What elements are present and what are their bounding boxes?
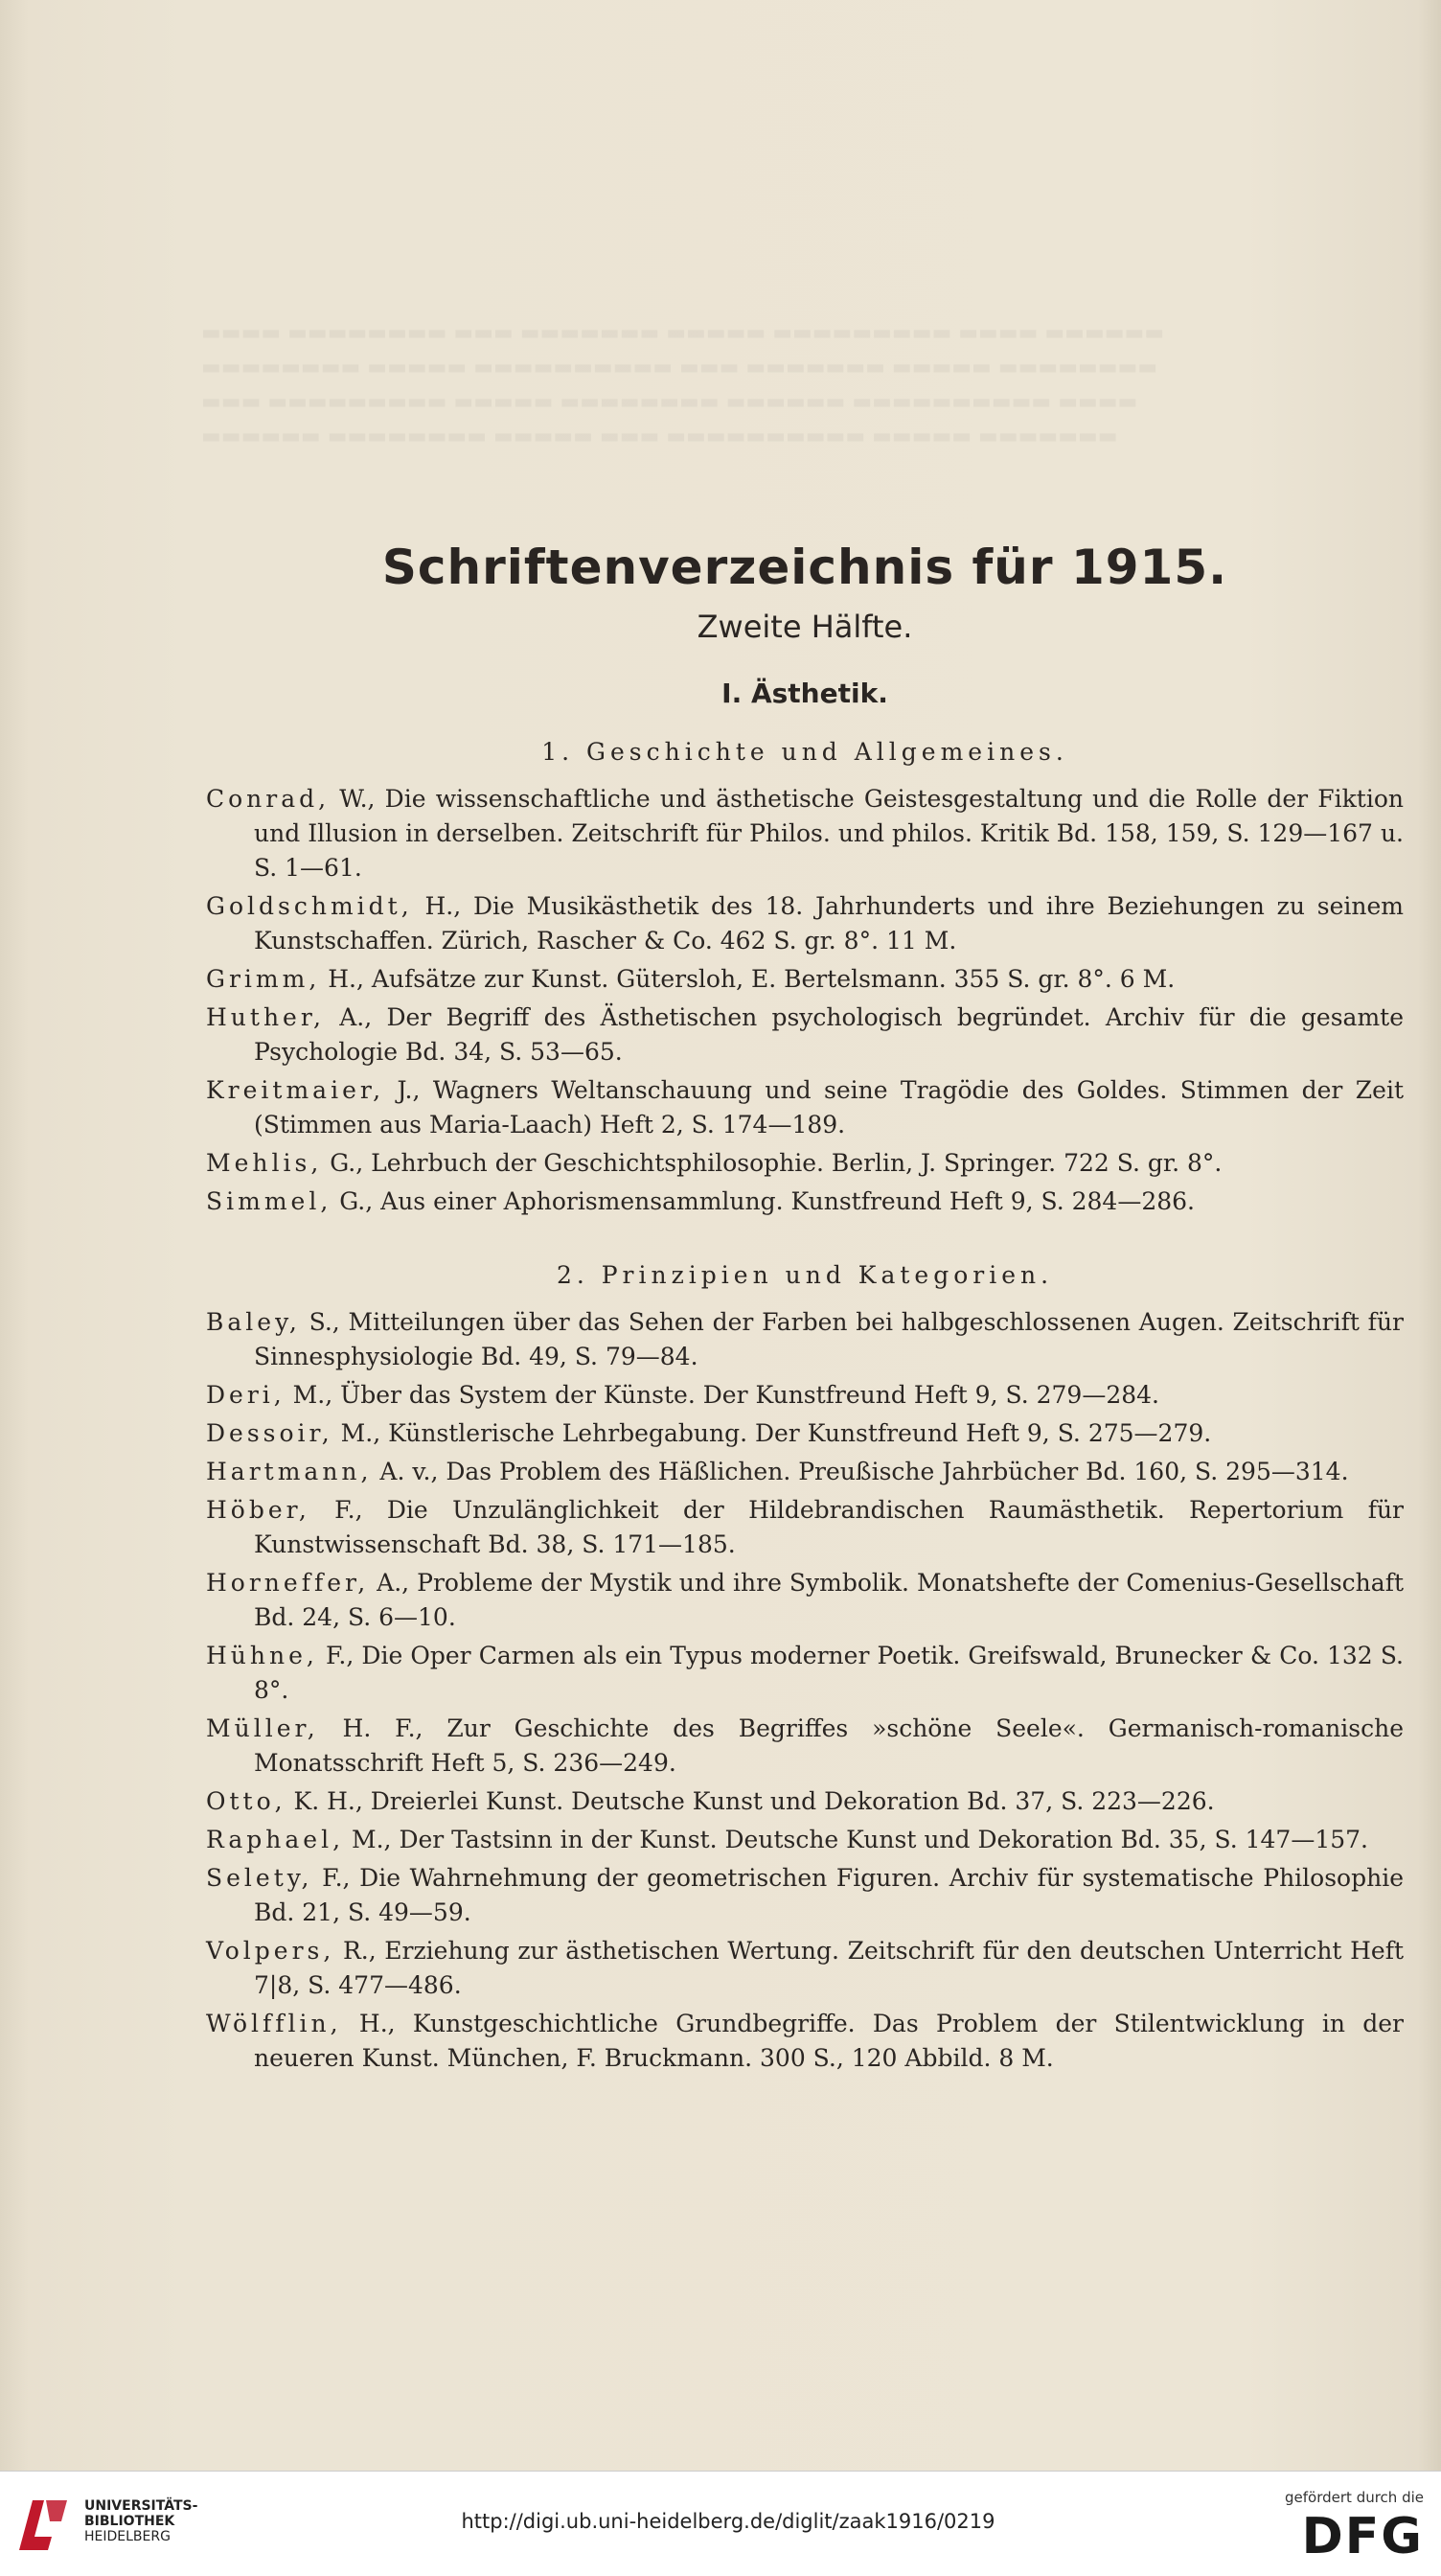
entry-author: Müller, — [206, 1714, 319, 1742]
entry-author: Wölfflin, — [206, 2010, 342, 2037]
bibliography-entry — [206, 1712, 1404, 1781]
entry-citation: R., Erziehung zur ästhetischen Wertung. Zeitschrift für den deutschen Unterricht Heft 7|8, S. 477—486. — [254, 1937, 1404, 1999]
bibliography-entry — [206, 1378, 1404, 1413]
permalink-url[interactable]: http://digi.ub.uni-heidelberg.de/diglit/zaak1916/0219 — [461, 2510, 995, 2533]
entry-author: Dessoir, — [206, 1419, 333, 1447]
document-body — [206, 537, 1404, 2080]
entry-author: Huther, — [206, 1003, 325, 1031]
bibliography-entry — [206, 1639, 1404, 1708]
entry-author: Conrad, — [206, 785, 331, 813]
entry-author: Kreitmaier, — [206, 1076, 385, 1104]
bibliography-entry — [206, 1073, 1404, 1142]
university-library-logo-icon — [13, 2493, 73, 2558]
page-title: Schriftenverzeichnis für 1915. — [381, 540, 1228, 595]
bibliography-entry — [206, 1416, 1404, 1451]
bibliography-list-2 — [206, 1305, 1404, 2076]
bibliography-entry — [206, 1000, 1404, 1070]
entry-author: Horneffer, — [206, 1569, 370, 1597]
bibliography-entry — [206, 2007, 1404, 2076]
dfg-logo: DFG — [1301, 2508, 1424, 2565]
entry-author: Hühne, — [206, 1642, 318, 1669]
entry-citation: M., Der Tastsinn in der Kunst. Deutsche Kunst und Dekoration Bd. 35, S. 147—157. — [344, 1826, 1368, 1853]
entry-citation: J., Wagners Weltanschauung und seine Tragödie des Goldes. Stimmen der Zeit (Stimmen aus Maria-Laach) Heft 2, S. 174—189. — [254, 1076, 1404, 1138]
entry-citation: W., Die wissenschaftliche und ästhetische Geistesgestaltung und die Rolle der Fiktion und Illusion in derselben. Zeitschrift für Philos. und philos. Kritik Bd. 158, 159, S. 129—167 u. S. 1—61. — [254, 785, 1404, 882]
entry-citation: A. v., Das Problem des Häßlichen. Preußische Jahrbücher Bd. 160, S. 295—314. — [372, 1458, 1349, 1485]
entry-citation: G., Lehrbuch der Geschichtsphilosophie. Berlin, J. Springer. 722 S. gr. 8°. — [322, 1149, 1223, 1177]
bibliography-list-1 — [206, 782, 1404, 1219]
digitization-footer — [0, 2471, 1441, 2576]
entry-citation: M., Künstlerische Lehrbegabung. Der Kunstfreund Heft 9, S. 275—279. — [332, 1419, 1212, 1447]
entry-citation: H., Die Musikästhetik des 18. Jahrhunderts und ihre Beziehungen zu seinem Kunstschaffen. Zürich, Rascher & Co. 462 S. gr. 8°. 11 M. — [254, 892, 1404, 954]
entry-citation: A., Probleme der Mystik und ihre Symbolik. Monatshefte der Comenius-Gesellschaft Bd. 24, S. 6—10. — [254, 1569, 1404, 1631]
bibliography-entry — [206, 1146, 1404, 1181]
entry-author: Selety, — [206, 1864, 313, 1892]
bibliography-entry — [206, 1305, 1404, 1374]
entry-citation: G., Aus einer Aphorismensammlung. Kunstfreund Heft 9, S. 284—286. — [332, 1187, 1196, 1215]
entry-citation: K. H., Dreierlei Kunst. Deutsche Kunst und Dekoration Bd. 37, S. 223—226. — [286, 1787, 1215, 1815]
section-heading-1: 1. Geschichte und Allgemeines. — [541, 738, 1068, 766]
entry-author: Raphael, — [206, 1826, 345, 1853]
bibliography-entry — [206, 1861, 1404, 1930]
bibliography-entry — [206, 1934, 1404, 2003]
bibliography-entry — [206, 1784, 1404, 1819]
subtitle: Zweite Hälfte. — [697, 609, 913, 645]
entry-author: Hartmann, — [206, 1458, 373, 1485]
entry-citation: H. F., Zur Geschichte des Begriffes »schöne Seele«. Germanisch-romanische Monatsschrift Heft 5, S. 236—249. — [254, 1714, 1404, 1777]
entry-author: Höber, — [206, 1496, 310, 1524]
entry-citation: H., Aufsätze zur Kunst. Gütersloh, E. Bertelsmann. 355 S. gr. 8°. 6 M. — [320, 965, 1176, 993]
funding-note: gefördert durch die — [1285, 2489, 1424, 2506]
entry-author: Volpers, — [206, 1937, 335, 1965]
bibliography-entry — [206, 962, 1404, 997]
entry-citation: A., Der Begriff des Ästhetischen psychologisch begründet. Archiv für die gesamte Psychologie Bd. 34, S. 53—65. — [254, 1003, 1404, 1066]
bleed-through-shadow: ▬▬▬▬ ▬▬▬▬▬▬▬▬ ▬▬▬ ▬▬▬▬▬▬▬ ▬▬▬▬▬ ▬▬▬▬▬▬▬▬▬ ▬▬▬▬ ▬▬▬▬▬▬ ▬▬▬▬▬▬▬▬ ▬▬▬▬▬ ▬▬▬▬▬▬▬▬▬▬ ▬▬▬ ▬▬▬▬▬▬▬ ▬▬▬▬▬ ▬▬▬▬▬▬▬▬ ▬▬▬ ▬▬▬▬▬▬▬▬▬ ▬▬▬▬▬ ▬▬▬▬▬▬▬▬ ▬▬▬▬▬▬ ▬▬▬▬▬▬▬▬▬▬ ▬▬▬▬ ▬▬▬▬▬▬ ▬▬▬▬▬▬▬▬ ▬▬▬▬▬ ▬▬▬ ▬▬▬▬▬▬▬▬▬▬ ▬▬▬▬▬ ▬▬▬▬▬▬▬ — [201, 321, 1165, 448]
entry-citation: F., Die Oper Carmen als ein Typus moderner Poetik. Greifswald, Brunecker & Co. 132 S. 8°. — [254, 1642, 1404, 1704]
entry-citation: S., Mitteilungen über das Sehen der Farben bei halbgeschlossenen Augen. Zeitschrift für Sinnesphysiologie Bd. 49, S. 79—84. — [254, 1308, 1404, 1370]
entry-author: Mehlis, — [206, 1149, 323, 1177]
chapter-heading: I. Ästhetik. — [721, 678, 888, 709]
entry-author: Simmel, — [206, 1187, 332, 1215]
library-name-line: HEIDELBERG — [84, 2529, 171, 2544]
entry-author: Otto, — [206, 1787, 286, 1815]
entry-citation: F., Die Unzulänglichkeit der Hildebrandischen Raumästhetik. Repertorium für Kunstwissenschaft Bd. 38, S. 171—185. — [254, 1496, 1404, 1558]
bibliography-entry — [206, 1823, 1404, 1857]
entry-citation: H., Kunstgeschichtliche Grundbegriffe. Das Problem der Stilentwicklung in der neueren Kunst. München, F. Bruckmann. 300 S., 120 Abbild. 8 M. — [254, 2010, 1404, 2072]
bibliography-entry — [206, 1455, 1404, 1489]
library-name-line: UNIVERSITÄTS- — [84, 2498, 198, 2514]
bibliography-entry — [206, 1566, 1404, 1635]
bibliography-entry — [206, 889, 1404, 958]
bibliography-entry — [206, 1493, 1404, 1562]
entry-citation: F., Die Wahrnehmung der geometrischen Figuren. Archiv für systematische Philosophie Bd. 21, S. 49—59. — [254, 1864, 1404, 1926]
bibliography-entry — [206, 1184, 1404, 1219]
entry-author: Grimm, — [206, 965, 321, 993]
section-heading-2: 2. Prinzipien und Kategorien. — [556, 1261, 1054, 1289]
entry-author: Deri, — [206, 1381, 286, 1409]
entry-author: Goldschmidt, — [206, 892, 413, 920]
library-name — [84, 2498, 197, 2544]
library-name-line: BIBLIOTHEK — [84, 2514, 175, 2529]
entry-author: Baley, — [206, 1308, 301, 1336]
entry-citation: M., Über das System der Künste. Der Kunstfreund Heft 9, S. 279—284. — [285, 1381, 1159, 1409]
bibliography-entry — [206, 782, 1404, 886]
